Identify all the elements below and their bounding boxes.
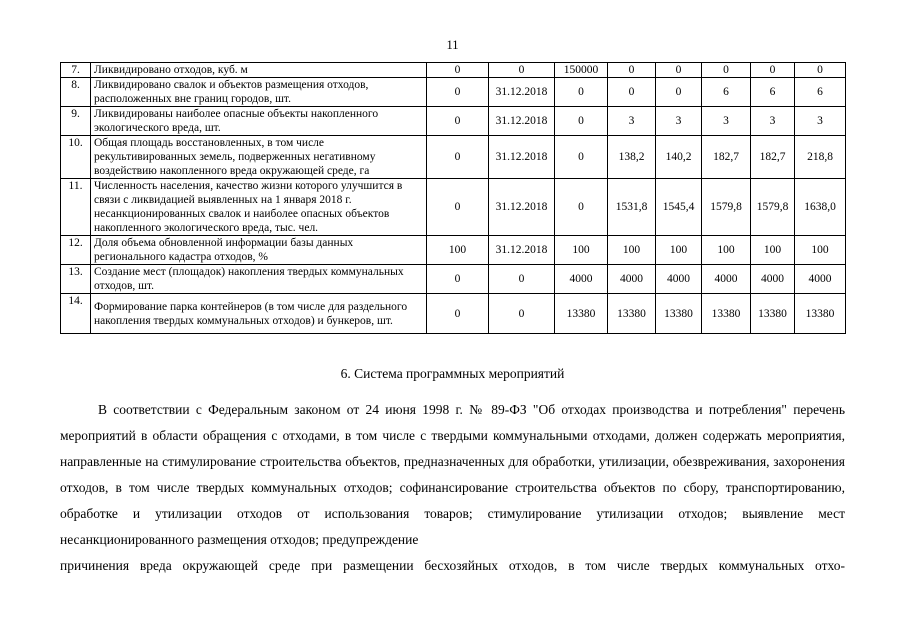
indicator-name: Ликвидировано отходов, куб. м [91, 63, 427, 78]
indicator-value: 0 [656, 78, 702, 107]
row-number: 10. [61, 136, 91, 179]
table-body [61, 63, 846, 334]
indicator-value: 4000 [608, 265, 656, 294]
indicator-value: 6 [795, 78, 846, 107]
indicator-value: 13380 [751, 294, 795, 334]
indicator-value: 182,7 [751, 136, 795, 179]
indicator-value: 0 [608, 63, 656, 78]
indicator-value: 1531,8 [608, 179, 656, 236]
indicator-value: 0 [555, 107, 608, 136]
indicator-name: Создание мест (площадок) накопления твердых коммунальных отходов, шт. [91, 265, 427, 294]
indicator-value: 1545,4 [656, 179, 702, 236]
indicator-value: 4000 [555, 265, 608, 294]
indicator-name: Численность населения, качество жизни которого улучшится в связи с ликвидацией выявленных на 1 января 2018 г. несанкционированных свалок и наиболее опасных объектов накопленного экологического вреда, тыс. чел. [91, 179, 427, 236]
indicator-value: 0 [555, 78, 608, 107]
indicator-value: 100 [608, 236, 656, 265]
indicator-value: 0 [427, 78, 489, 107]
indicator-value: 4000 [656, 265, 702, 294]
indicator-value: 3 [608, 107, 656, 136]
indicator-name: Доля объема обновленной информации базы данных регионального кадастра отходов, % [91, 236, 427, 265]
section-title: 6. Система программных мероприятий [340, 366, 565, 381]
indicator-value: 0 [555, 179, 608, 236]
table-row [61, 294, 846, 334]
indicator-value: 0 [489, 265, 555, 294]
indicator-value: 100 [656, 236, 702, 265]
indicator-value: 138,2 [608, 136, 656, 179]
indicator-value: 13380 [702, 294, 751, 334]
indicator-value: 0 [656, 63, 702, 78]
indicator-value: 6 [751, 78, 795, 107]
indicator-value: 13380 [555, 294, 608, 334]
indicator-value: 0 [489, 294, 555, 334]
indicator-value: 0 [427, 136, 489, 179]
indicators-table [60, 62, 846, 334]
indicator-value: 31.12.2018 [489, 179, 555, 236]
indicator-value: 31.12.2018 [489, 107, 555, 136]
table-row [61, 78, 846, 107]
table-row [61, 179, 846, 236]
indicator-value: 31.12.2018 [489, 236, 555, 265]
indicator-value: 4000 [702, 265, 751, 294]
table-row [61, 136, 846, 179]
indicator-value: 4000 [795, 265, 846, 294]
indicator-value: 0 [427, 179, 489, 236]
indicator-value: 0 [608, 78, 656, 107]
body-paragraph: В соответствии с Федеральным законом от 24 июня 1998 г. № 89-ФЗ "Об отходах производства и потребления" перечень мероприятий в области обращения с отходами, в том числе с твердыми коммунальными отходами, должен содержать мероприятия, направленные на стимулирование строительства объектов, предназначенных для обработки, утилизации, обезвреживания, захоронения отходов, в том числе твердых коммунальных отходов; софинансирование строительства объектов по сбору, транспортированию, обработке и утилизации отходов от использования товаров; стимулирование утилизации отходов; выявление мест несанкционированного размещения отходов; предупреждение [60, 402, 845, 547]
row-number: 9. [61, 107, 91, 136]
table-row [61, 236, 846, 265]
indicator-name: Формирование парка контейнеров (в том числе для раздельного накопления твердых коммунальных отходов) и бункеров, шт. [91, 294, 427, 334]
indicator-value: 100 [427, 236, 489, 265]
row-number: 14. [61, 294, 91, 334]
row-number: 12. [61, 236, 91, 265]
indicator-value: 0 [751, 63, 795, 78]
indicator-name: Ликвидированы наиболее опасные объекты накопленного экологического вреда, шт. [91, 107, 427, 136]
row-number: 7. [61, 63, 91, 78]
body-paragraph-last-line: причинения вреда окружающей среде при размещении бесхозяйных отходов, в том числе твердых коммунальных отхо- [60, 558, 845, 573]
indicator-value: 0 [795, 63, 846, 78]
indicator-value: 3 [795, 107, 846, 136]
indicator-value: 13380 [656, 294, 702, 334]
indicator-value: 218,8 [795, 136, 846, 179]
indicator-value: 0 [427, 265, 489, 294]
indicator-value: 3 [751, 107, 795, 136]
indicator-value: 4000 [751, 265, 795, 294]
indicator-value: 0 [427, 294, 489, 334]
indicator-value: 3 [656, 107, 702, 136]
row-number: 11. [61, 179, 91, 236]
table-row [61, 265, 846, 294]
body-text [60, 397, 845, 579]
indicator-value: 6 [702, 78, 751, 107]
page-number: 11 [446, 38, 459, 52]
indicator-value: 1579,8 [751, 179, 795, 236]
indicator-value: 1638,0 [795, 179, 846, 236]
indicator-value: 0 [489, 63, 555, 78]
indicator-value: 13380 [608, 294, 656, 334]
indicator-value: 3 [702, 107, 751, 136]
indicator-value: 0 [427, 107, 489, 136]
indicator-value: 150000 [555, 63, 608, 78]
indicator-value: 0 [555, 136, 608, 179]
indicator-value: 100 [795, 236, 846, 265]
row-number: 8. [61, 78, 91, 107]
indicator-value: 140,2 [656, 136, 702, 179]
indicator-value: 1579,8 [702, 179, 751, 236]
indicator-value: 100 [751, 236, 795, 265]
indicator-name: Ликвидировано свалок и объектов размещения отходов, расположенных вне границ городов, шт. [91, 78, 427, 107]
indicator-name: Общая площадь восстановленных, в том числе рекультивированных земель, подверженных негативному воздействию накопленного вреда окружающей среде, га [91, 136, 427, 179]
table-row [61, 107, 846, 136]
indicator-value: 0 [427, 63, 489, 78]
indicator-value: 0 [702, 63, 751, 78]
indicator-value: 13380 [795, 294, 846, 334]
indicator-value: 31.12.2018 [489, 136, 555, 179]
table-row [61, 63, 846, 78]
indicator-value: 31.12.2018 [489, 78, 555, 107]
indicator-value: 100 [702, 236, 751, 265]
row-number: 13. [61, 265, 91, 294]
indicator-value: 100 [555, 236, 608, 265]
indicator-value: 182,7 [702, 136, 751, 179]
